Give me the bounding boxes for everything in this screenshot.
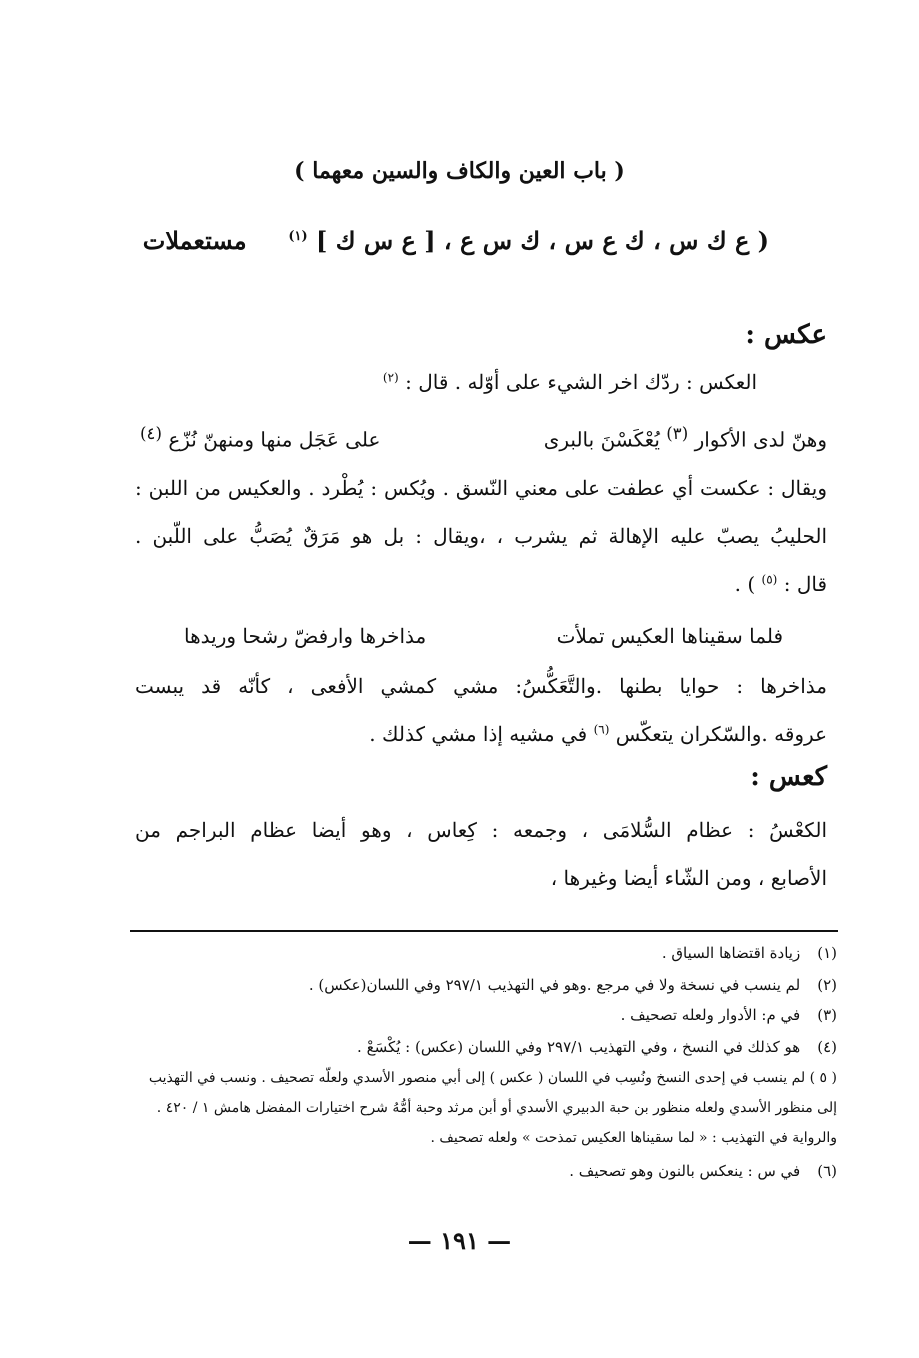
footnote-text: في م: الأدوار ولعله تصحيف . xyxy=(620,1006,801,1024)
page-number: — ١٩١ — xyxy=(407,1226,512,1255)
verse1-left-text: على عَجَل منها ومنهنّ نُزّع xyxy=(168,427,381,452)
footnote-3 xyxy=(621,1006,837,1024)
entry-aks-line6 xyxy=(369,722,827,746)
entry-aks-line6-a: عروقه .والسّكران يتعكّس xyxy=(615,722,827,746)
entry-aks-line3: الحليبُ يصبّ عليه الإهالة ثم يشرب ، ،ويقال : بل هو مَرَقٌ يُصَبُّ على اللّبن . xyxy=(135,524,828,548)
footnote-5-line2: إلى منظور الأسدي ولعله منظور بن حبة الدبيري الأسدي أو أبن مرثد وحبة أمُّهُ شرح اختيارات المفضل هامش ١ / ٤٢٠ . xyxy=(156,1100,837,1116)
footnote-number: (٣) xyxy=(817,1006,837,1024)
entry-aks-line2: ويقال : عكست أي عطفت على معني النّسق . ويُكس : يُطْرد . والعكيس من اللبن : xyxy=(135,476,827,500)
roots-text: ( ع ك س ، ك ع س ، ك س ع ، [ ع س ك ] xyxy=(316,226,769,255)
entry-aks-line4-a: قال : xyxy=(783,572,827,596)
footnote-text: هو كذلك في النسخ ، وفي التهذيب ٢٩٧/١ وفي اللسان (عكس) : يُكْسَعْ . xyxy=(357,1038,801,1056)
footnote-5-line3: والرواية في التهذيب : « لما سقيناها العكيس تمذحت » ولعله تصحيف . xyxy=(430,1130,837,1146)
verse1-right-text-b: يُعْكَسْنَ بالبرى xyxy=(543,427,660,452)
verse2-second-hemistich: مذاخرها وارفضّ رشحا وريدها xyxy=(184,624,427,648)
section-title: ( باب العين والكاف والسين معهما ) xyxy=(294,158,625,184)
footnote-2 xyxy=(309,976,837,994)
verse2-first-hemistich: فلما سقيناها العكيس تملأت xyxy=(556,624,783,648)
footnote-text: لم ينسب في نسخة ولا في مرجع .وهو في التهذيب ٢٩٧/١ وفي اللسان(عكس) . xyxy=(308,976,801,994)
footnote-ref-6: (٦) xyxy=(593,722,610,737)
footnote-ref-4: (٤) xyxy=(140,424,162,443)
footnote-separator xyxy=(130,930,838,932)
footnote-4 xyxy=(357,1038,837,1056)
verse1-right-text: وهنّ لدى الأكوار xyxy=(694,427,827,452)
footnote-ref-2: (٢) xyxy=(382,370,399,385)
entry-aks-line6-b: في مشيه إذا مشي كذلك . xyxy=(369,722,588,746)
entry-aks-line4-b: ) . xyxy=(734,572,756,596)
entry-heading-aks: عكس : xyxy=(745,320,827,350)
footnote-6 xyxy=(569,1162,837,1180)
entry-aks-line4 xyxy=(735,572,827,596)
footnote-number: (٤) xyxy=(817,1038,837,1056)
verse1-second-hemistich xyxy=(140,424,380,452)
roots-footnote-ref: (١) xyxy=(288,229,308,244)
footnote-number: (٦) xyxy=(817,1162,837,1180)
entry-aks-line1 xyxy=(383,370,757,394)
roots-label: مستعملات xyxy=(142,226,247,255)
footnote-number: (١) xyxy=(817,944,837,962)
footnote-text: زيادة اقتضاها السياق . xyxy=(661,944,801,962)
footnote-5-line1: ( ٥ ) لم ينسب في إحدى النسخ ونُسِب في اللسان ( عكس ) إلى أبي منصور الأسدي ولعلّه تصحيف . ونسب في التهذيب xyxy=(148,1070,837,1086)
footnote-text: في س : ينعكس بالنون وهو تصحيف . xyxy=(569,1162,801,1180)
footnote-ref-3: (٣) xyxy=(666,424,689,443)
verse1-first-hemistich xyxy=(544,424,827,452)
entry-kas-line2: الأصابع ، ومن الشّاء أيضا وغيرها ، xyxy=(550,866,827,890)
entry-kas-line1: الكعْسُ : عظام السُّلامَى ، وجمعه : كِعاس ، وهو أيضا عظام البراجم من xyxy=(135,818,827,842)
entry-heading-kas: كعس : xyxy=(750,762,827,792)
footnote-number: (٢) xyxy=(817,976,837,994)
entry-aks-line1-text: العكس : ردّك اخر الشيء على أوّله . قال : xyxy=(405,370,757,394)
footnote-ref-5: (٥) xyxy=(761,572,778,587)
footnote-1 xyxy=(662,944,837,962)
entry-aks-line5: مذاخرها : حوايا بطنها .والتَّعَكُّسُ: مشي كمشي الأفعى ، كأنّه قد يبست xyxy=(135,674,827,698)
roots-line xyxy=(143,226,769,255)
